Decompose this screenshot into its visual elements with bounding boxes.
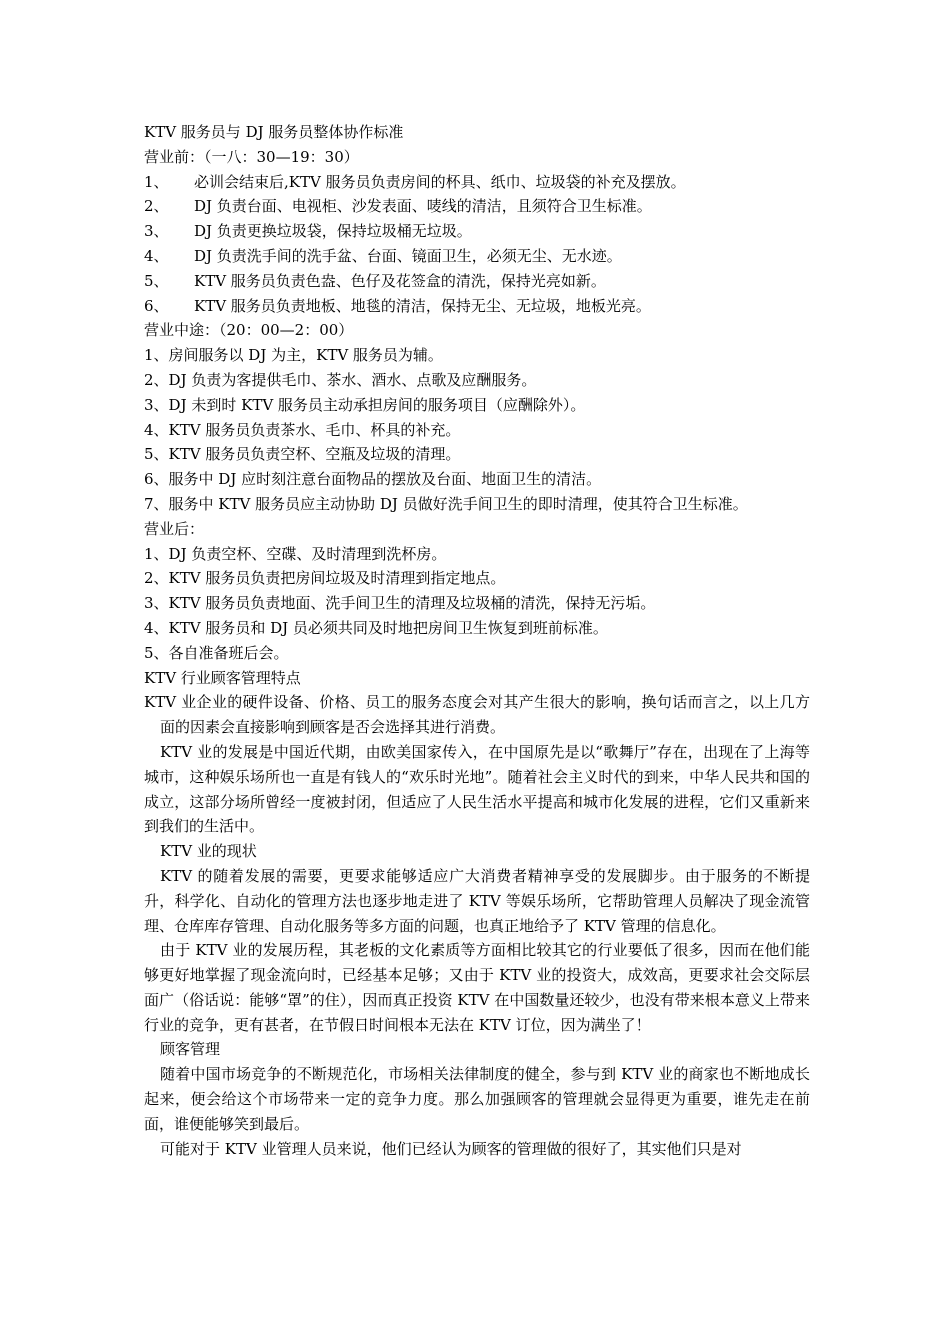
item-text: DJ 负责台面、电视柜、沙发表面、唛线的清洁，且须符合卫生标准。 bbox=[194, 197, 652, 216]
item-number: 1、 bbox=[144, 172, 169, 191]
item-number: 3、 bbox=[144, 222, 169, 241]
item-number: 6、 bbox=[144, 296, 169, 315]
status-paragraph-1: KTV 的随着发展的需要，更要求能够适应广大消费者精神享受的发展脚步。由于服务的不断提升，科学化、自动化的管理方法也逐步地走进了 KTV 等娱乐场所，它帮助管理人员解决了现金流管理、仓库库存管理、自动化服务等多方面的问题，也真正地给予了 KTV 管理的信息化。 bbox=[144, 866, 810, 935]
doc-title: KTV 服务员与 DJ 服务员整体协作标准 bbox=[144, 123, 404, 141]
section-heading-pre: 营业前：（一八：30—19：30） bbox=[144, 147, 359, 166]
item-text: KTV 服务员负责色盎、色仔及花签盒的清洗，保持光亮如新。 bbox=[194, 271, 606, 290]
list-item: 7、服务中 KTV 服务员应主动协助 DJ 员做好洗手间卫生的即时清理，使其符合卫生标准。 bbox=[144, 494, 748, 513]
section-heading-mid: 营业中途：（20：00—2：00） bbox=[144, 321, 354, 340]
list-item: 3、KTV 服务员负责地面、洗手间卫生的清理及垃圾桶的清洗，保持无污垢。 bbox=[144, 594, 656, 613]
list-item bbox=[144, 269, 810, 294]
list-item: 2、DJ 负责为客提供毛巾、茶水、酒水、点歌及应酬服务。 bbox=[144, 370, 537, 389]
list-item bbox=[144, 194, 810, 219]
status-paragraph-2: 由于 KTV 业的发展历程，其老板的文化素质等方面相比较其它的行业要低了很多，因而在他们能够更好地掌握了现金流向时，已经基本足够；又由于 KTV 业的投资大，成效高，更要求社会交际层面广（俗话说：能够“罩”的住），因而真正投资 KTV 在中国数量还较少，也没有带来根本意义上带来行业的竞争，更有甚者，在节假日时间根本无法在 KTV 订位，因为满坐了！ bbox=[144, 941, 810, 1034]
item-text: DJ 负责洗手间的洗手盆、台面、镜面卫生，必须无尘、无水迹。 bbox=[194, 246, 622, 265]
list-item: 1、房间服务以 DJ 为主，KTV 服务员为辅。 bbox=[144, 346, 443, 365]
customer-heading: 顾客管理 bbox=[160, 1040, 221, 1059]
item-number: 4、 bbox=[144, 246, 169, 265]
list-item: 3、DJ 未到时 KTV 服务员主动承担房间的服务项目（应酬除外）。 bbox=[144, 395, 586, 414]
list-item bbox=[144, 170, 810, 195]
customer-paragraph-1: 随着中国市场竞争的不断规范化，市场相关法律制度的健全，参与到 KTV 业的商家也不断地成长起来，便会给这个市场带来一定的竞争力度。那么加强顾客的管理就会显得更为重要，谁先走在前面，谁便能够笑到最后。 bbox=[144, 1065, 810, 1133]
item-text: KTV 服务员负责地板、地毯的清洁，保持无尘、无垃圾，地板光亮。 bbox=[194, 296, 651, 315]
item-text: 必训会结束后,KTV 服务员负责房间的杯具、纸巾、垃圾袋的补充及摆放。 bbox=[194, 172, 686, 191]
list-item: 5、各自准备班后会。 bbox=[144, 643, 289, 662]
list-item: 5、KTV 服务员负责空杯、空瓶及垃圾的清理。 bbox=[144, 445, 461, 464]
list-item: 1、DJ 负责空杯、空碟、及时清理到洗杯房。 bbox=[144, 544, 447, 563]
section-title-customer-mgmt: KTV 行业顾客管理特点 bbox=[144, 668, 301, 687]
list-item bbox=[144, 294, 810, 319]
history-paragraph: KTV 业的发展是中国近代期，由欧美国家传入，在中国原先是以“歌舞厅”存在，出现在了上海等城市，这种娱乐场所也一直是有钱人的“欢乐时光地”。随着社会主义时代的到来，中华人民共和国的成立，这部分场所曾经一度被封闭，但适应了人民生活水平提高和城市化发展的进程，它们又重新来到我们的生活中。 bbox=[144, 742, 810, 836]
list-item: 2、KTV 服务员负责把房间垃圾及时清理到指定地点。 bbox=[144, 569, 506, 588]
list-item bbox=[144, 244, 810, 269]
section-heading-post: 营业后： bbox=[144, 519, 205, 538]
list-item: 4、KTV 服务员和 DJ 员必须共同及时地把房间卫生恢复到班前标准。 bbox=[144, 618, 608, 637]
customer-paragraph-2: 可能对于 KTV 业管理人员来说，他们已经认为顾客的管理做的很好了，其实他们只是对 bbox=[160, 1139, 742, 1158]
intro-paragraph: KTV 业企业的硬件设备、价格、员工的服务态度会对其产生很大的影响，换句话而言之，以上几方面的因素会直接影响到顾客是否会选择其进行消费。 bbox=[144, 693, 810, 737]
item-number: 5、 bbox=[144, 271, 169, 290]
item-number: 2、 bbox=[144, 197, 169, 216]
status-heading: KTV 业的现状 bbox=[160, 842, 257, 861]
list-item: 4、KTV 服务员负责茶水、毛巾、杯具的补充。 bbox=[144, 420, 461, 439]
list-item: 6、服务中 DJ 应时刻注意台面物品的摆放及台面、地面卫生的清洁。 bbox=[144, 470, 602, 489]
item-text: DJ 负责更换垃圾袋，保持垃圾桶无垃圾。 bbox=[194, 222, 472, 241]
list-item bbox=[144, 219, 810, 244]
